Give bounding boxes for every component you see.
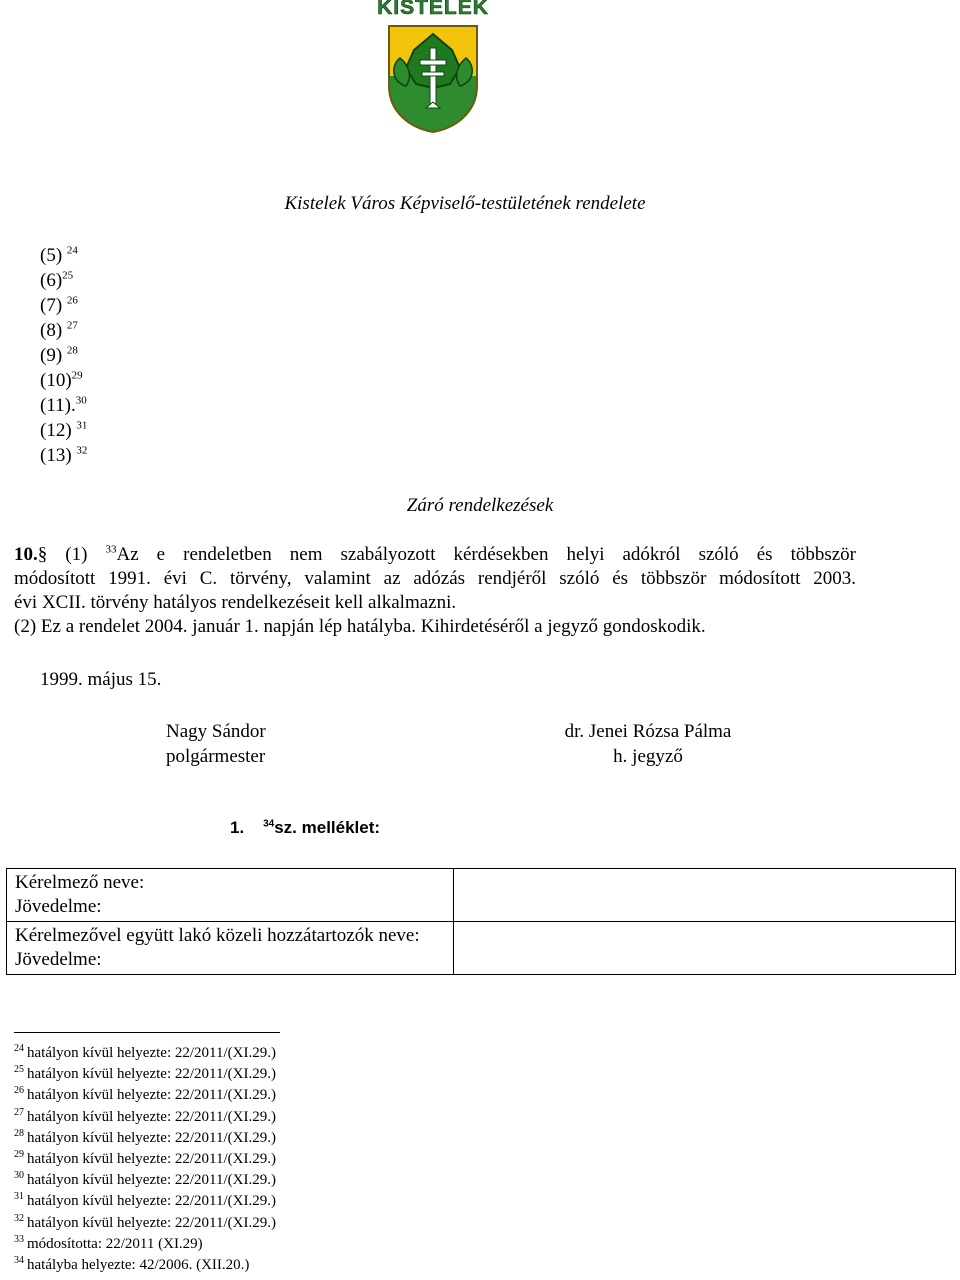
list-item: (12) $^{31}$ (40, 419, 88, 441)
paragraph-line: módosított 1991. évi C. törvény, valamint az adózás rendjéről szóló és többször módosított 2003. (14, 568, 856, 589)
table-label-cell: Kérelmezővel együtt lakó közeli hozzátartozók neve: Jövedelme: (7, 922, 454, 975)
signer-title: polgármester (166, 746, 266, 767)
footnote: $^{28}$ hatályon kívül helyezte: 22/2011/(XI.29.) (14, 1127, 276, 1146)
list-item: (13) $^{32}$ (40, 444, 88, 466)
list-item: (7) $^{26}$ (40, 294, 78, 316)
table-row (7, 922, 956, 975)
footnote: $^{25}$ hatályon kívül helyezte: 22/2011/(XI.29.) (14, 1064, 276, 1083)
signer-name: dr. Jenei Rózsa Pálma (564, 721, 732, 742)
list-item: $(6)^{25}$ (40, 269, 74, 291)
paragraph-line: (2) Ez a rendelet 2004. január 1. napján lép hatályba. Kihirdetéséről a jegyző gondoskodik. (14, 616, 706, 637)
list-item: (11).$^{30}$ (40, 394, 87, 416)
signature-mayor (166, 719, 266, 769)
section-title: Záró rendelkezések (406, 495, 554, 516)
table-row (7, 869, 956, 922)
footnote: $^{33}$ módosította: 22/2011 (XI.29) (14, 1233, 203, 1252)
footnote: $^{34}$ hatályba helyezte: 42/2006. (XII.20.) (14, 1254, 250, 1273)
signer-name: Nagy Sándor (166, 721, 266, 742)
list-item: (5) $^{24}$ (40, 244, 78, 266)
list-item: $(10)^{29}$ (40, 369, 83, 391)
footnote: $^{29}$ hatályon kívül helyezte: 22/2011/(XI.29.) (14, 1148, 276, 1167)
repealed-items-list (40, 243, 87, 468)
signature-notary (553, 719, 743, 769)
signer-title: h. jegyző (613, 746, 683, 767)
paragraph-line: évi XCII. törvény hatályos rendelkezéseit kell alkalmazni. (14, 592, 457, 613)
decree-date: 1999. május 15. (40, 669, 162, 690)
footnote: $^{31}$ hatályon kívül helyezte: 22/2011/(XI.29.) (14, 1191, 276, 1210)
list-item: (8) $^{27}$ (40, 319, 78, 341)
crest-title: KISTELEK (377, 0, 489, 19)
footnote: $^{27}$ hatályon kívül helyezte: 22/2011/(XI.29.) (14, 1106, 276, 1125)
table-label-cell: Kérelmező neve: Jövedelme: (7, 869, 454, 922)
annex-title: 1. $^{34}$sz. melléklet: (230, 818, 381, 837)
annex-form-table (6, 868, 956, 975)
footnote-separator (14, 1032, 280, 1033)
table-value-cell[interactable] (454, 922, 956, 975)
coat-of-arms-icon (386, 24, 480, 134)
footnote: $^{30}$ hatályon kívül helyezte: 22/2011/(XI.29.) (14, 1170, 276, 1189)
footnotes (14, 1043, 276, 1276)
footnote: $^{26}$ hatályon kívül helyezte: 22/2011/(XI.29.) (14, 1085, 276, 1104)
paragraph-10 (14, 543, 856, 639)
decree-title: Kistelek Város Képviselő-testületének rendelete (284, 193, 646, 214)
footnote: $^{32}$ hatályon kívül helyezte: 22/2011/(XI.29.) (14, 1212, 276, 1231)
list-item: (9) $^{28}$ (40, 344, 78, 366)
paragraph-line: 10.§ (1) $^{33}$Az e rendeletben nem szabályozott kérdésekben helyi adókról szóló és többször (14, 543, 856, 565)
footnote: $^{24}$ hatályon kívül helyezte: 22/2011/(XI.29.) (14, 1043, 276, 1061)
table-value-cell[interactable] (454, 869, 956, 922)
